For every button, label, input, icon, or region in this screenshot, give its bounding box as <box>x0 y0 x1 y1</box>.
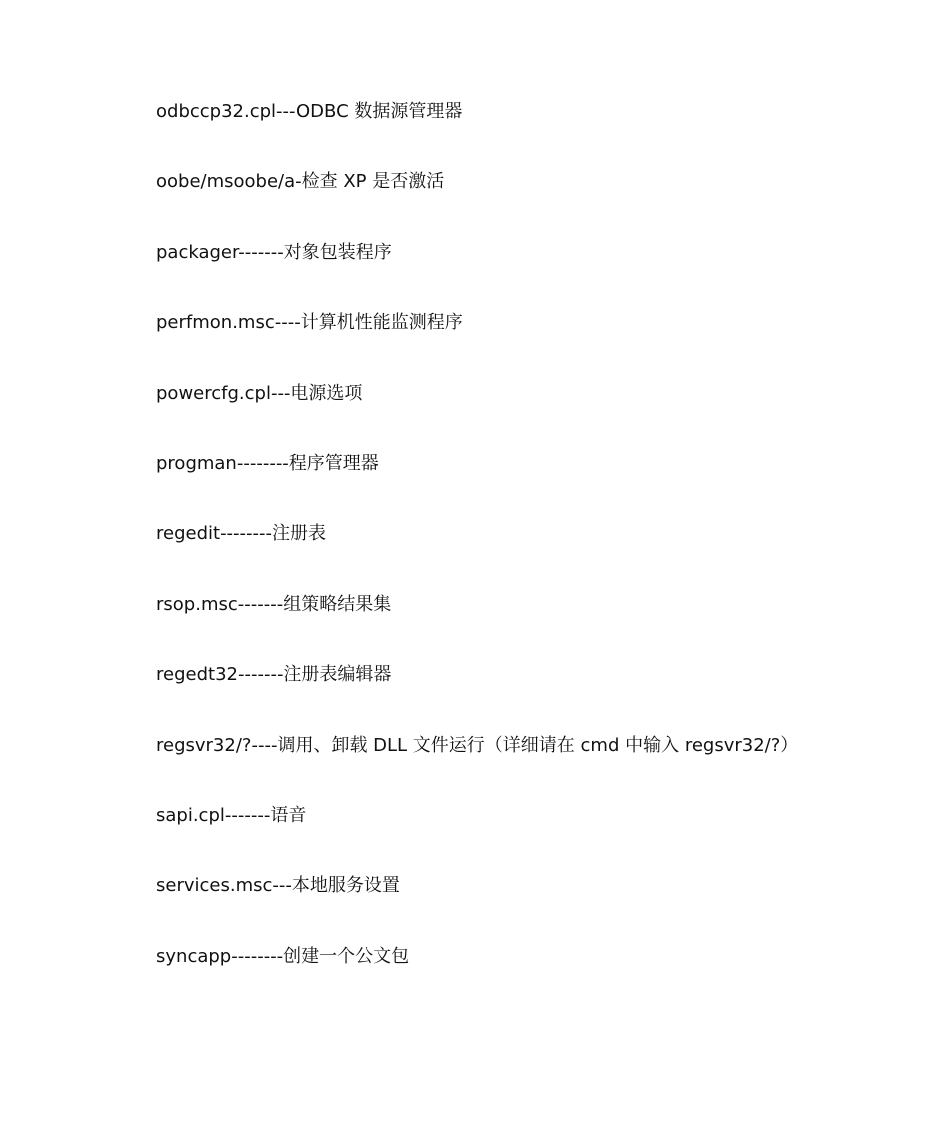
command-line: progman--------程序管理器 <box>156 452 379 474</box>
command-line: services.msc---本地服务设置 <box>156 875 400 897</box>
command-line: oobe/msoobe/a-检查 XP 是否激活 <box>156 171 445 193</box>
command-line: rsop.msc-------组策略结果集 <box>156 593 392 615</box>
command-line: syncapp--------创建一个公文包 <box>156 945 410 967</box>
command-line: sapi.cpl-------语音 <box>156 804 307 826</box>
command-line: odbccp32.cpl---ODBC 数据源管理器 <box>156 101 463 122</box>
command-list <box>156 98 798 1013</box>
command-line: regedt32-------注册表编辑器 <box>156 664 392 686</box>
command-line: regsvr32/?----调用、卸载 DLL 文件运行（详细请在 cmd 中输入 regsvr32/?） <box>156 734 799 756</box>
command-line: powercfg.cpl---电源选项 <box>156 382 363 404</box>
command-line: perfmon.msc----计算机性能监测程序 <box>156 312 463 334</box>
command-line: regedit--------注册表 <box>156 523 327 545</box>
command-line: packager-------对象包装程序 <box>156 241 392 263</box>
